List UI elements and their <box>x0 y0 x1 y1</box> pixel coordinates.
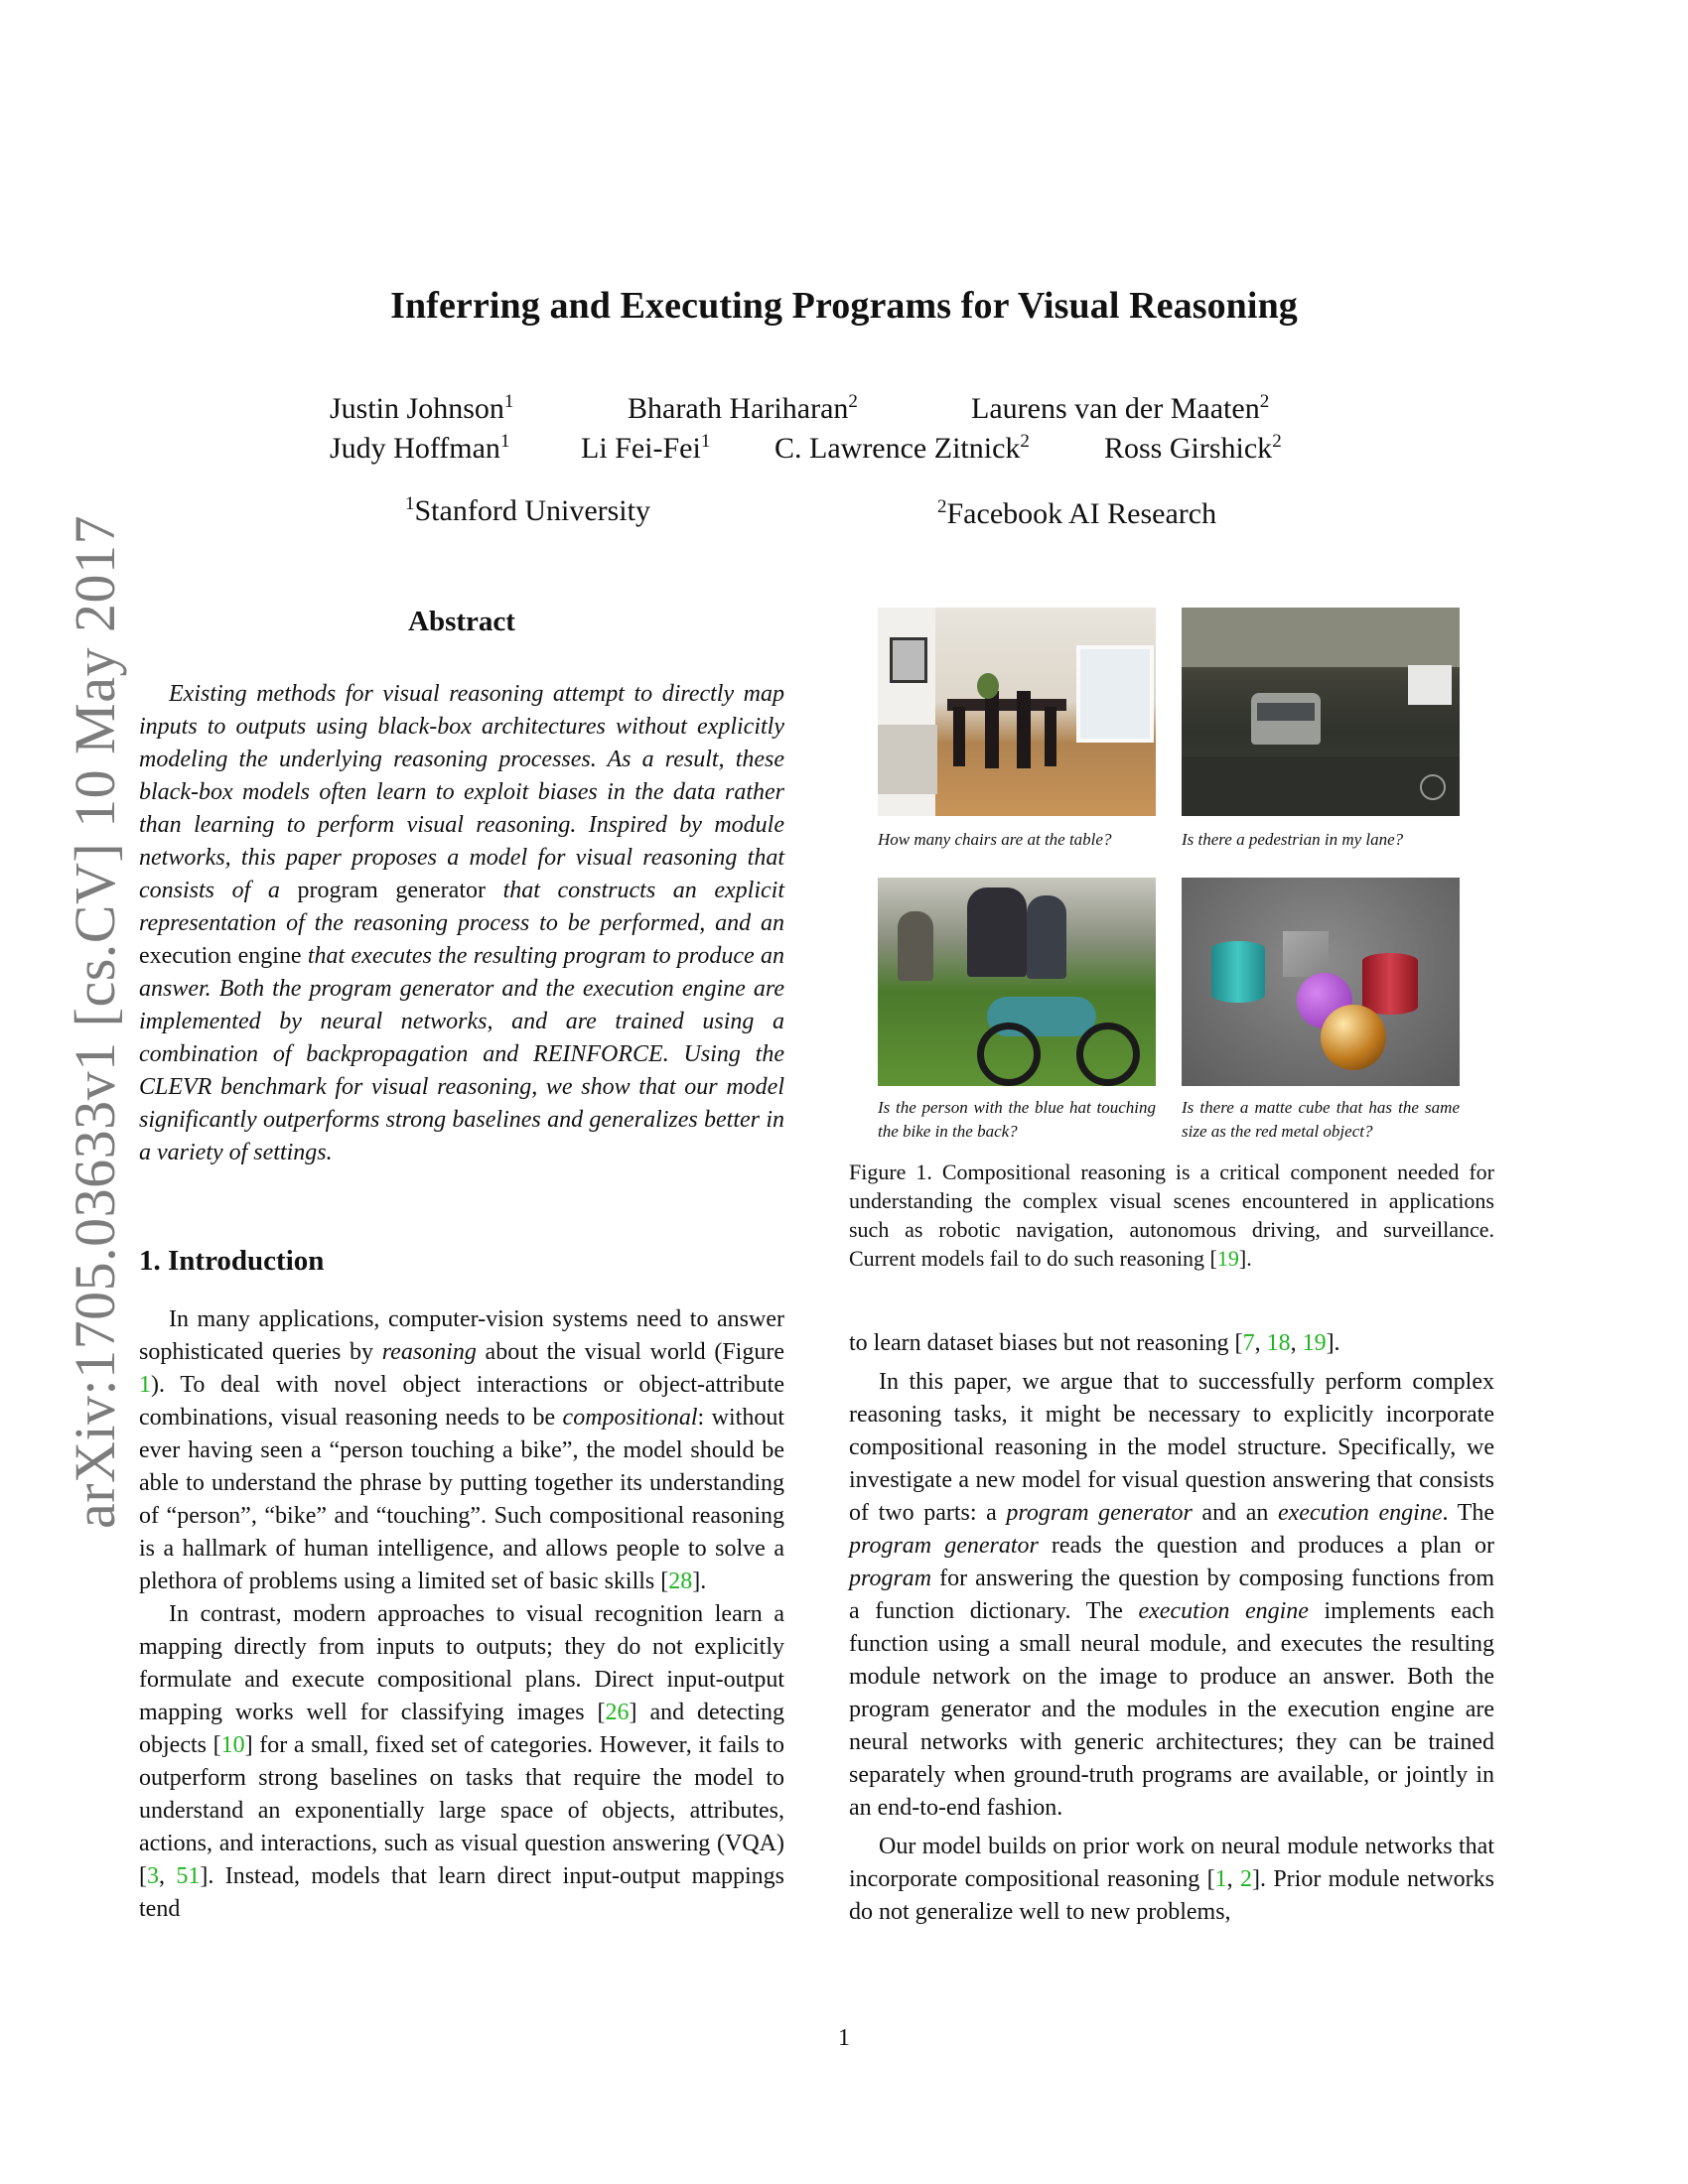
author: Bharath Hariharan$^2$ <box>628 391 858 425</box>
paragraph: Our model builds on prior work on neural module networks that incorporate compositional reasoning [1, 2]. Prior module networks do not generalize well to new problems, <box>849 1834 1495 1925</box>
author: Justin Johnson$^1$ <box>330 391 514 425</box>
paragraph: In contrast, modern approaches to visual recognition learn a mapping directly from inputs to outputs; they do not explicitly formulate and execute compositional plans. Direct input-output mapping works well for classifying images [26] and detecting objects [10] for a small, fixed set of categories. However, it fails to outperform strong baselines on tasks that require the model to understand an exponentially large space of objects, attributes, actions, and interactions, such as visual question answering (VQA) [3, 51]. Instead, models that learn direct input-output mappings tend <box>139 1601 785 1922</box>
affiliation: $^2$Facebook AI Research <box>937 496 1217 530</box>
subfigure-caption: Is there a matte cube that has the same size as the red metal object? <box>1182 1098 1460 1141</box>
motorcycle-photo <box>878 878 1156 1086</box>
page-number: 1 <box>838 2025 850 2051</box>
subfigure-caption: Is there a pedestrian in my lane? <box>1182 830 1404 849</box>
paragraph: to learn dataset biases but not reasoning [7, 18, 19]. <box>849 1330 1340 1356</box>
subfigure-caption: How many chairs are at the table? <box>878 830 1112 849</box>
paragraph: In this paper, we argue that to successfully perform complex reasoning tasks, it might be necessary to explicitly incorporate compositional reasoning in the model structure. Specifically, we investigate a new model for visual question answering that consists of two parts: a program generator and an execution engine. The program generator reads the question and produces a plan or program for answering the question by composing functions from a function dictionary. The execution engine implements each function using a small neural module, and executes the resulting module network on the image to produce an answer. Both the program generator and the modules in the execution engine are neural networks with generic architectures; they can be trained separately when ground-truth programs are available, or jointly in an end-to-end fashion. <box>849 1369 1494 1821</box>
paragraph: In many applications, computer-vision systems need to answer sophisticated queries by reasoning about the visual world (Figure 1). To deal with novel object interactions or object-attribute combinations, visual reasoning needs to be compositional: without ever having seen a “person touching a bike”, the model should be able to understand the phrase by putting together its understanding of “person”, “bike” and “touching”. Such compositional reasoning is a hallmark of human intelligence, and allows people to solve a plethora of problems using a limited set of basic skills [28]. <box>139 1306 784 1594</box>
arxiv-watermark: arXiv:1705.03633v1 [cs.CV] 10 May 2017 <box>63 514 127 1529</box>
abstract-body: Existing methods for visual reasoning attempt to directly map inputs to outputs using black-box architectures without explicitly modeling the underlying reasoning processes. As a result, these black-box models often learn to exploit biases in the data rather than learning to perform visual reasoning. Inspired by module networks, this paper proposes a model for visual reasoning that consists of a program generator that constructs an explicit representation of the reasoning process to be performed, and an execution engine that executes the resulting program to produce an answer. Both the program generator and the execution engine are implemented by neural networks, and are trained using a combination of backpropagation and REINFORCE. Using the CLEVR benchmark for visual reasoning, we show that our model significantly outperforms strong baselines and generalizes better in a variety of settings. <box>139 681 784 1165</box>
dining-room-photo <box>878 608 1156 816</box>
street-photo <box>1182 608 1460 816</box>
paper-title: Inferring and Executing Programs for Visual Reasoning <box>390 285 1298 327</box>
clevr-render-photo <box>1182 878 1460 1086</box>
author: Li Fei-Fei$^1$ <box>581 431 711 465</box>
figure-caption: Figure 1. Compositional reasoning is a critical component needed for understanding the complex visual scenes encountered in applications such as robotic navigation, autonomous driving, and surveillance. Current models fail to do such reasoning [19]. <box>849 1160 1494 1271</box>
subfigure-caption: Is the person with the blue hat touching the bike in the back? <box>878 1098 1156 1141</box>
author: Judy Hoffman$^1$ <box>330 431 510 465</box>
author: Laurens van der Maaten$^2$ <box>971 391 1270 425</box>
intro-right-column <box>849 1327 1494 1929</box>
affiliation: $^1$Stanford University <box>405 493 650 527</box>
abstract-heading: Abstract <box>408 606 515 637</box>
intro-left-column <box>139 1303 784 1926</box>
author: C. Lawrence Zitnick$^2$ <box>774 431 1030 465</box>
author: Ross Girshick$^2$ <box>1104 431 1282 465</box>
section-heading: 1. Introduction <box>139 1245 325 1277</box>
